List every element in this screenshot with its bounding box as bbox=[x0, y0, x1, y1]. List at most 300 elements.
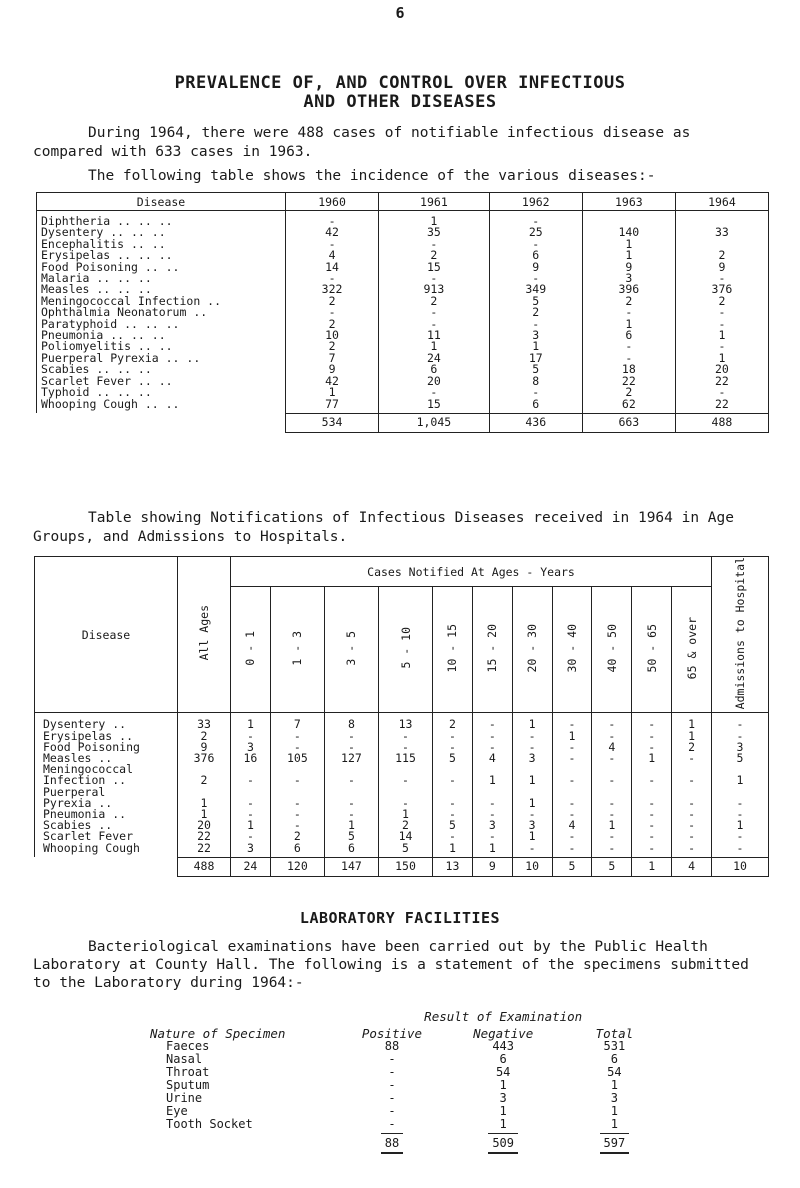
value-cell: - bbox=[712, 798, 769, 809]
value-cell: - bbox=[512, 809, 552, 820]
value-cell: - bbox=[632, 820, 672, 831]
col-header-1961: 1961 bbox=[379, 193, 490, 211]
table2-caption: Table showing Notifications of Infectious Diseases received in 1964 in Age Groups, and Admissions to Hospitals. bbox=[33, 510, 735, 545]
value-cell: 1 bbox=[379, 211, 490, 228]
value-cell: 1 bbox=[512, 775, 552, 786]
value-cell: 15 bbox=[379, 399, 490, 414]
specimen-name: Tooth Socket bbox=[166, 1117, 253, 1131]
value-cell: - bbox=[388, 1091, 396, 1105]
value-cell: - bbox=[632, 831, 672, 842]
value-cell: - bbox=[433, 831, 473, 842]
disease-name: Food Poisoning bbox=[35, 742, 178, 753]
value-cell: - bbox=[712, 843, 769, 858]
value-cell: - bbox=[632, 843, 672, 858]
totals-label-blank bbox=[35, 857, 178, 876]
value-cell: - bbox=[712, 809, 769, 820]
value-cell: 2 bbox=[379, 296, 490, 307]
value-cell: - bbox=[379, 239, 490, 250]
age-groups-table bbox=[34, 556, 769, 877]
value-cell: - bbox=[672, 831, 712, 842]
value-cell: - bbox=[231, 798, 271, 809]
value-cell: 54 bbox=[607, 1065, 622, 1079]
value-cell: 9 bbox=[675, 262, 768, 273]
total-cell: 663 bbox=[582, 413, 675, 432]
value-cell: 1 bbox=[231, 713, 271, 731]
value-cell: - bbox=[270, 742, 324, 753]
disease-name: Scarlet Fever bbox=[35, 831, 178, 842]
value-cell: 1 bbox=[610, 1117, 618, 1131]
value-cell: - bbox=[489, 273, 582, 284]
disease-name: Dysentery .. .. .. bbox=[37, 227, 286, 238]
disease-name: Pyrexia .. bbox=[35, 798, 178, 809]
value-cell: 5 bbox=[433, 753, 473, 764]
value-cell: 9 bbox=[286, 364, 379, 375]
value-cell: 8 bbox=[489, 376, 582, 387]
value-cell: 2 bbox=[286, 319, 379, 330]
value-cell: 9 bbox=[489, 262, 582, 273]
value-cell: 16 bbox=[231, 753, 271, 764]
value-cell: 33 bbox=[675, 227, 768, 238]
col-header-age: 1 - 3 bbox=[270, 587, 324, 713]
value-cell: - bbox=[632, 742, 672, 753]
value-cell: - bbox=[388, 1065, 396, 1079]
disease-name: Whooping Cough .. .. bbox=[37, 399, 286, 414]
value-cell: - bbox=[592, 753, 632, 764]
value-cell: - bbox=[552, 843, 592, 858]
lab-title: LABORATORY FACILITIES bbox=[299, 909, 501, 927]
value-cell: 5 bbox=[324, 831, 378, 842]
table-row bbox=[150, 1066, 670, 1079]
value-cell: - bbox=[632, 731, 672, 742]
disease-name: Infection .. bbox=[35, 775, 178, 786]
value-cell: - bbox=[712, 713, 769, 731]
disease-name: Diphtheria .. .. .. bbox=[37, 211, 286, 228]
table1-caption: The following table shows the incidence of the various diseases:- bbox=[88, 168, 656, 184]
total-cell: 488 bbox=[675, 413, 768, 432]
value-cell: 4 bbox=[286, 250, 379, 261]
value-cell: - bbox=[675, 307, 768, 318]
value-cell: 3 bbox=[712, 742, 769, 753]
value-cell: - bbox=[552, 713, 592, 731]
value-cell: 5 bbox=[433, 820, 473, 831]
value-cell: 1 bbox=[582, 319, 675, 330]
value-cell: - bbox=[592, 713, 632, 731]
total-value: 509 bbox=[488, 1133, 518, 1154]
value-cell: 913 bbox=[379, 284, 490, 295]
value-cell: - bbox=[472, 713, 512, 731]
value-cell: 1 bbox=[712, 775, 769, 786]
value-cell: - bbox=[512, 742, 552, 753]
value-cell: 1 bbox=[489, 341, 582, 352]
value-cell: 33 bbox=[178, 713, 231, 731]
table-row bbox=[150, 1079, 670, 1092]
value-cell: 376 bbox=[675, 284, 768, 295]
value-cell: 4 bbox=[592, 742, 632, 753]
col-header-age: 3 - 5 bbox=[324, 587, 378, 713]
disease-name: Pneumonia .. bbox=[35, 809, 178, 820]
col-header-age: 20 - 30 bbox=[512, 587, 552, 713]
disease-name: Scarlet Fever .. .. bbox=[37, 376, 286, 387]
value-cell: 20 bbox=[379, 376, 490, 387]
total-cell: 436 bbox=[489, 413, 582, 432]
value-cell: - bbox=[379, 319, 490, 330]
value-cell: 7 bbox=[286, 353, 379, 364]
disease-name: Encephalitis .. .. bbox=[37, 239, 286, 250]
value-cell: - bbox=[552, 809, 592, 820]
col-header-age-group: Cases Notified At Ages - Years bbox=[231, 557, 712, 587]
disease-name: Food Poisoning .. .. bbox=[37, 262, 286, 273]
table-row bbox=[150, 1118, 670, 1131]
negative-header: Negative bbox=[473, 1026, 534, 1041]
disease-name: Measles .. bbox=[35, 753, 178, 764]
value-cell: 18 bbox=[582, 364, 675, 375]
value-cell: 396 bbox=[582, 284, 675, 295]
total-cell: 1 bbox=[632, 857, 672, 876]
value-cell: - bbox=[231, 775, 271, 786]
value-cell: 3 bbox=[231, 843, 271, 858]
value-cell: 443 bbox=[492, 1039, 515, 1053]
value-cell: - bbox=[472, 831, 512, 842]
value-cell: - bbox=[378, 798, 432, 809]
value-cell: 88 bbox=[384, 1039, 400, 1053]
col-header-age: 10 - 15 bbox=[433, 587, 473, 713]
value-cell: 42 bbox=[286, 227, 379, 238]
value-cell: 140 bbox=[582, 227, 675, 238]
value-cell: - bbox=[286, 211, 379, 228]
col-header-age: 15 - 20 bbox=[472, 587, 512, 713]
disease-name: Poliomyelitis .. .. bbox=[37, 341, 286, 352]
value-cell: 10 bbox=[286, 330, 379, 341]
value-cell: - bbox=[270, 798, 324, 809]
value-cell: 1 bbox=[672, 731, 712, 742]
value-cell: - bbox=[675, 341, 768, 352]
value-cell: 11 bbox=[379, 330, 490, 341]
total-cell: 13 bbox=[433, 857, 473, 876]
value-cell: 6 bbox=[499, 1052, 507, 1066]
totals-row bbox=[37, 413, 769, 432]
incidence-table-header bbox=[37, 193, 769, 211]
total-cell: 10 bbox=[712, 857, 769, 876]
total-cell: 1,045 bbox=[379, 413, 490, 432]
value-cell: - bbox=[512, 731, 552, 742]
value-cell: 1 bbox=[472, 843, 512, 858]
value-cell: 3 bbox=[231, 742, 271, 753]
lab-specimen-table bbox=[150, 1010, 670, 1150]
value-cell: 3 bbox=[472, 820, 512, 831]
value-cell: 6 bbox=[582, 330, 675, 341]
value-cell: 6 bbox=[489, 399, 582, 414]
result-header: Result of Examination bbox=[424, 1009, 583, 1024]
value-cell: 2 bbox=[489, 307, 582, 318]
disease-name: Scabies .. bbox=[35, 820, 178, 831]
col-header-1962: 1962 bbox=[489, 193, 582, 211]
value-cell: 2 bbox=[433, 713, 473, 731]
value-cell: 5 bbox=[489, 364, 582, 375]
value-cell: 3 bbox=[512, 753, 552, 764]
value-cell: 2 bbox=[672, 742, 712, 753]
value-cell: - bbox=[592, 798, 632, 809]
col-header-disease: Disease bbox=[37, 193, 286, 211]
value-cell: - bbox=[378, 775, 432, 786]
value-cell: 5 bbox=[378, 843, 432, 858]
value-cell: - bbox=[552, 753, 592, 764]
value-cell: 2 bbox=[378, 820, 432, 831]
value-cell: 6 bbox=[379, 364, 490, 375]
value-cell: 22 bbox=[178, 831, 231, 842]
value-cell: 20 bbox=[675, 364, 768, 375]
specimen-name: Sputum bbox=[166, 1078, 210, 1092]
total-cell bbox=[559, 1131, 670, 1150]
total-cell: 10 bbox=[512, 857, 552, 876]
disease-name: Puerperal Pyrexia .. .. bbox=[37, 353, 286, 364]
value-cell: 2 bbox=[379, 250, 490, 261]
value-cell: 4 bbox=[472, 753, 512, 764]
value-cell: 8 bbox=[324, 713, 378, 731]
value-cell: 6 bbox=[324, 843, 378, 858]
value-cell: - bbox=[675, 273, 768, 284]
value-cell: 322 bbox=[286, 284, 379, 295]
value-cell: - bbox=[270, 809, 324, 820]
disease-name: Meningococcal bbox=[35, 764, 178, 775]
value-cell: - bbox=[324, 798, 378, 809]
total-cell bbox=[448, 1131, 559, 1150]
value-cell: - bbox=[672, 753, 712, 764]
value-cell: 20 bbox=[178, 820, 231, 831]
value-cell: 14 bbox=[286, 262, 379, 273]
value-cell: 42 bbox=[286, 376, 379, 387]
value-cell: - bbox=[582, 341, 675, 352]
lab-paragraph: Bacteriological examinations have been carried out by the Public Health Laboratory at County Hall. The following is a statement of the specimens submitted to the Laboratory during 1964:- bbox=[33, 939, 749, 991]
value-cell: - bbox=[632, 713, 672, 731]
value-cell: 105 bbox=[270, 753, 324, 764]
value-cell: - bbox=[552, 775, 592, 786]
value-cell: - bbox=[552, 798, 592, 809]
total-cell: 5 bbox=[592, 857, 632, 876]
value-cell: 62 bbox=[582, 399, 675, 414]
value-cell: 127 bbox=[324, 753, 378, 764]
col-header-age: 40 - 50 bbox=[592, 587, 632, 713]
value-cell: - bbox=[378, 742, 432, 753]
disease-name: Erysipelas .. .. .. bbox=[37, 250, 286, 261]
value-cell: 3 bbox=[489, 330, 582, 341]
value-cell: 22 bbox=[178, 843, 231, 858]
value-cell: 1 bbox=[499, 1078, 507, 1092]
totals-label-blank bbox=[150, 1131, 336, 1150]
value-cell: 1 bbox=[499, 1117, 507, 1131]
value-cell: - bbox=[270, 820, 324, 831]
value-cell: - bbox=[270, 775, 324, 786]
value-cell: 13 bbox=[378, 713, 432, 731]
value-cell: 1 bbox=[472, 775, 512, 786]
value-cell: 17 bbox=[489, 353, 582, 364]
value-cell: 3 bbox=[582, 273, 675, 284]
value-cell: - bbox=[231, 831, 271, 842]
value-cell: 1 bbox=[379, 341, 490, 352]
col-header-disease: Disease bbox=[35, 557, 178, 713]
value-cell: 9 bbox=[582, 262, 675, 273]
value-cell: 1 bbox=[433, 843, 473, 858]
value-cell: 349 bbox=[489, 284, 582, 295]
value-cell: - bbox=[472, 742, 512, 753]
value-cell: 1 bbox=[610, 1078, 618, 1092]
value-cell: - bbox=[379, 273, 490, 284]
col-header-1960: 1960 bbox=[286, 193, 379, 211]
value-cell: 6 bbox=[610, 1052, 618, 1066]
disease-name: Malaria .. .. .. bbox=[37, 273, 286, 284]
value-cell: - bbox=[472, 731, 512, 742]
value-cell: - bbox=[672, 775, 712, 786]
totals-label-blank bbox=[37, 413, 286, 432]
totals-row bbox=[150, 1131, 670, 1150]
value-cell: 1 bbox=[178, 809, 231, 820]
value-cell: - bbox=[286, 239, 379, 250]
col-header-age: 30 - 40 bbox=[552, 587, 592, 713]
value-cell: 5 bbox=[712, 753, 769, 764]
disease-name: Typhoid .. .. .. bbox=[37, 387, 286, 398]
value-cell: - bbox=[552, 742, 592, 753]
value-cell: 2 bbox=[675, 250, 768, 261]
value-cell: - bbox=[324, 731, 378, 742]
disease-name: Ophthalmia Neonatorum .. bbox=[37, 307, 286, 318]
value-cell: - bbox=[592, 831, 632, 842]
value-cell: 1 bbox=[512, 713, 552, 731]
disease-name: Whooping Cough bbox=[35, 843, 178, 858]
total-cell: 488 bbox=[178, 857, 231, 876]
value-cell: - bbox=[231, 731, 271, 742]
value-cell: 531 bbox=[603, 1039, 626, 1053]
value-cell: - bbox=[592, 731, 632, 742]
col-header-age: 5 - 10 bbox=[378, 587, 432, 713]
value-cell: 2 bbox=[582, 387, 675, 398]
value-cell: 1 bbox=[675, 330, 768, 341]
total-cell: 147 bbox=[324, 857, 378, 876]
col-header-age: 65 & over bbox=[672, 587, 712, 713]
total-cell: 9 bbox=[472, 857, 512, 876]
page-title-line-1: PREVALENCE OF, AND CONTROL OVER INFECTIOUS bbox=[174, 73, 626, 93]
table-row bbox=[150, 1040, 670, 1053]
value-cell: 2 bbox=[178, 731, 231, 742]
totals-row bbox=[35, 857, 769, 876]
value-cell: 54 bbox=[495, 1065, 511, 1079]
value-cell: 1 bbox=[552, 731, 592, 742]
total-cell: 150 bbox=[378, 857, 432, 876]
value-cell: 3 bbox=[512, 820, 552, 831]
value-cell: 77 bbox=[286, 399, 379, 414]
value-cell: 3 bbox=[499, 1091, 507, 1105]
value-cell: - bbox=[324, 775, 378, 786]
value-cell: - bbox=[324, 742, 378, 753]
value-cell: 24 bbox=[379, 353, 490, 364]
specimen-name: Throat bbox=[166, 1065, 210, 1079]
value-cell: - bbox=[712, 731, 769, 742]
disease-name: Scabies .. .. .. bbox=[37, 364, 286, 375]
value-cell: 15 bbox=[379, 262, 490, 273]
value-cell: - bbox=[632, 809, 672, 820]
value-cell: 1 bbox=[672, 713, 712, 731]
value-cell: - bbox=[270, 731, 324, 742]
total-cell: 5 bbox=[552, 857, 592, 876]
value-cell: - bbox=[672, 843, 712, 858]
value-cell: 5 bbox=[489, 296, 582, 307]
total-cell: 534 bbox=[286, 413, 379, 432]
value-cell: 6 bbox=[270, 843, 324, 858]
table-row bbox=[35, 753, 769, 764]
col-header-admissions: Admissions to Hospital bbox=[712, 557, 769, 713]
value-cell: - bbox=[592, 775, 632, 786]
value-cell: - bbox=[379, 387, 490, 398]
disease-name: Erysipelas .. bbox=[35, 731, 178, 742]
value-cell: 7 bbox=[270, 713, 324, 731]
table-row bbox=[35, 775, 769, 786]
col-header-all-ages: All Ages bbox=[178, 557, 231, 713]
value-cell: 1 bbox=[231, 820, 271, 831]
total-value: 597 bbox=[600, 1133, 630, 1154]
value-cell: 2 bbox=[582, 296, 675, 307]
value-cell: - bbox=[552, 831, 592, 842]
disease-name: Puerperal bbox=[35, 787, 178, 798]
value-cell: - bbox=[388, 1052, 396, 1066]
disease-name: Meningococcal Infection .. bbox=[37, 296, 286, 307]
total-cell bbox=[336, 1131, 447, 1150]
value-cell: - bbox=[632, 798, 672, 809]
specimen-header: Nature of Specimen bbox=[150, 1026, 286, 1041]
positive-header: Positive bbox=[361, 1026, 423, 1041]
value-cell: 1 bbox=[324, 820, 378, 831]
value-cell: - bbox=[489, 239, 582, 250]
value-cell: 14 bbox=[378, 831, 432, 842]
value-cell: - bbox=[592, 843, 632, 858]
value-cell: 6 bbox=[489, 250, 582, 261]
disease-name: Paratyphoid .. .. .. bbox=[37, 319, 286, 330]
table-row bbox=[37, 399, 769, 414]
value-cell: - bbox=[632, 775, 672, 786]
value-cell: 1 bbox=[675, 353, 768, 364]
value-cell: 22 bbox=[675, 376, 768, 387]
specimen-name: Faeces bbox=[166, 1039, 210, 1053]
table-row bbox=[150, 1092, 670, 1105]
value-cell: 1 bbox=[582, 250, 675, 261]
total-cell: 24 bbox=[231, 857, 271, 876]
table-row bbox=[35, 843, 769, 858]
total-cell: 4 bbox=[672, 857, 712, 876]
col-header-1964: 1964 bbox=[675, 193, 768, 211]
value-cell: - bbox=[512, 843, 552, 858]
value-cell: 9 bbox=[178, 742, 231, 753]
value-cell: 35 bbox=[379, 227, 490, 238]
value-cell: 22 bbox=[675, 399, 768, 414]
value-cell: - bbox=[286, 273, 379, 284]
value-cell: 2 bbox=[286, 296, 379, 307]
value-cell: - bbox=[231, 809, 271, 820]
total-header: Total bbox=[595, 1026, 634, 1041]
value-cell: 2 bbox=[675, 296, 768, 307]
value-cell: - bbox=[582, 353, 675, 364]
value-cell: 3 bbox=[610, 1091, 618, 1105]
value-cell: - bbox=[582, 307, 675, 318]
value-cell: 2 bbox=[270, 831, 324, 842]
value-cell: - bbox=[489, 387, 582, 398]
value-cell: 1 bbox=[178, 798, 231, 809]
disease-name: Dysentery .. bbox=[35, 713, 178, 731]
value-cell: 1 bbox=[512, 798, 552, 809]
value-cell: - bbox=[433, 809, 473, 820]
table-row bbox=[35, 713, 769, 731]
value-cell: 1 bbox=[512, 831, 552, 842]
value-cell: 115 bbox=[378, 753, 432, 764]
value-cell: 2 bbox=[178, 775, 231, 786]
value-cell: - bbox=[672, 820, 712, 831]
col-header-age: 0 - 1 bbox=[231, 587, 271, 713]
